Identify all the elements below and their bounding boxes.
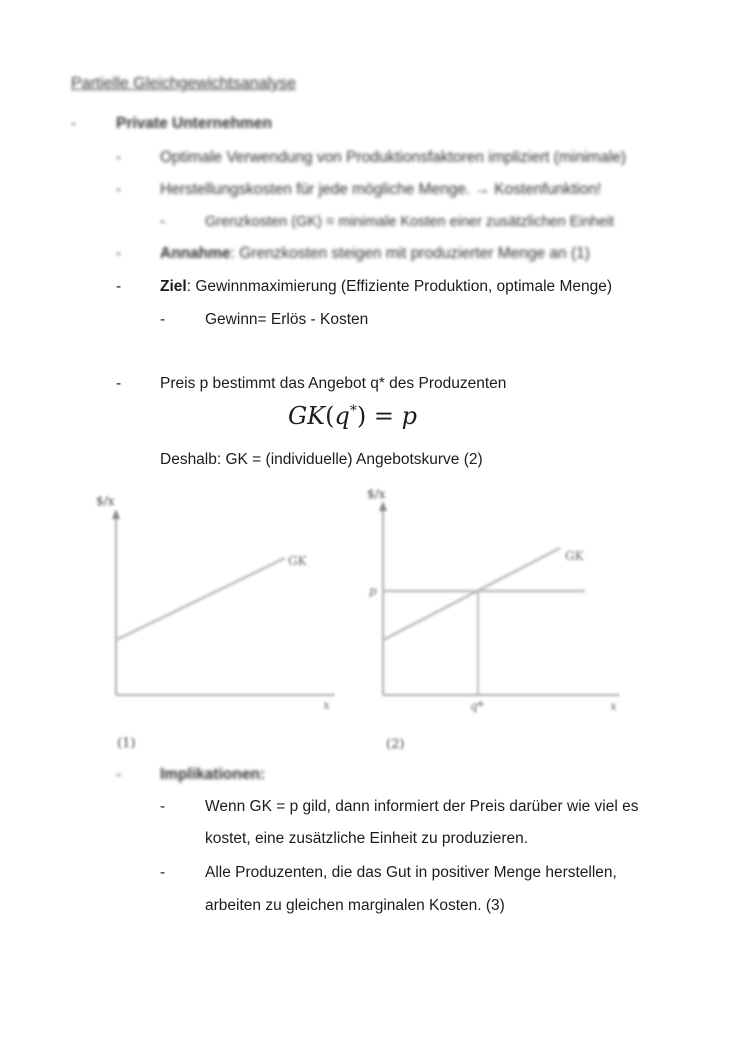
formula-gk-equals-p: GK(q*) = p <box>288 402 417 430</box>
goal-text: : Gewinnmaximierung (Effiziente Produktion, optimale Menge) <box>186 278 613 295</box>
implication-2-line-1: Alle Produzenten, die das Gut in positiver Menge herstellen, <box>205 864 617 881</box>
list-bullet: - <box>160 864 166 881</box>
section-label-private-companies: Private Unternehmen <box>116 115 272 132</box>
list-item-marginal-cost-definition: Grenzkosten (GK) = minimale Kosten einer zusätzlichen Einheit <box>205 214 615 230</box>
graph2-y-arrow <box>379 501 387 511</box>
list-bullet: - <box>160 798 166 815</box>
graph1-ylabel: $/x <box>96 494 115 508</box>
list-item-production-costs: Herstellungskosten für jede mögliche Menge. → Kostenfunktion! <box>160 181 602 198</box>
graph2-gk-line <box>383 548 560 640</box>
graph2-ylabel: $/x <box>367 487 386 501</box>
list-bullet: - <box>116 181 122 198</box>
graph2-gk-label: GK <box>565 549 584 563</box>
graph2-qstar-label: q* <box>470 699 484 713</box>
section-bullet: - <box>71 115 77 132</box>
page-title: Partielle Gleichgewichtsanalyse <box>71 75 296 92</box>
list-bullet: - <box>116 245 122 262</box>
graph1-gk-line <box>116 558 285 640</box>
implication-2-line-2: arbeiten zu gleichen marginalen Kosten. (3) <box>205 897 505 914</box>
graph2-caption: (2) <box>386 737 405 752</box>
section-label-implications: Implikationen: <box>160 766 266 783</box>
list-item-price-supply: Preis p bestimmt das Angebot q* des Produzenten <box>160 375 507 392</box>
goal-label: Ziel <box>160 278 187 295</box>
list-bullet: - <box>116 766 122 783</box>
therefore-text: Deshalb: GK = (individuelle) Angebotskurve (2) <box>160 451 483 468</box>
list-item-profit: Gewinn= Erlös - Kosten <box>205 311 369 328</box>
graph1-xlabel: x <box>323 698 330 712</box>
list-bullet: - <box>116 278 122 295</box>
graph-supply-curve <box>360 480 620 760</box>
list-bullet: - <box>160 311 166 328</box>
implication-1-line-2: kostet, eine zusätzliche Einheit zu produzieren. <box>205 830 529 847</box>
assumption-text: Grenzkosten steigen mit produzierter Menge an (1) <box>239 245 590 262</box>
graph1-caption: (1) <box>117 736 136 751</box>
graph1-gk-label: GK <box>288 554 307 568</box>
graph2-price-label: p <box>369 584 377 598</box>
assumption-label: Annahme <box>160 245 231 262</box>
list-bullet: - <box>116 375 122 392</box>
list-bullet: - <box>116 149 122 166</box>
implication-1-line-1: Wenn GK = p gild, dann informiert der Preis darüber wie viel es <box>205 798 639 815</box>
list-item-goal <box>160 277 612 297</box>
graph-marginal-cost <box>85 485 335 765</box>
list-item-optimal-factors: Optimale Verwendung von Produktionsfaktoren impliziert (minimale) <box>160 149 627 166</box>
list-bullet: - <box>160 213 166 230</box>
graph2-xlabel: x <box>610 699 617 713</box>
graph1-y-arrow <box>112 509 120 519</box>
list-item-assumption: Annahme: Grenzkosten steigen mit produzierter Menge an (1) <box>160 245 590 262</box>
